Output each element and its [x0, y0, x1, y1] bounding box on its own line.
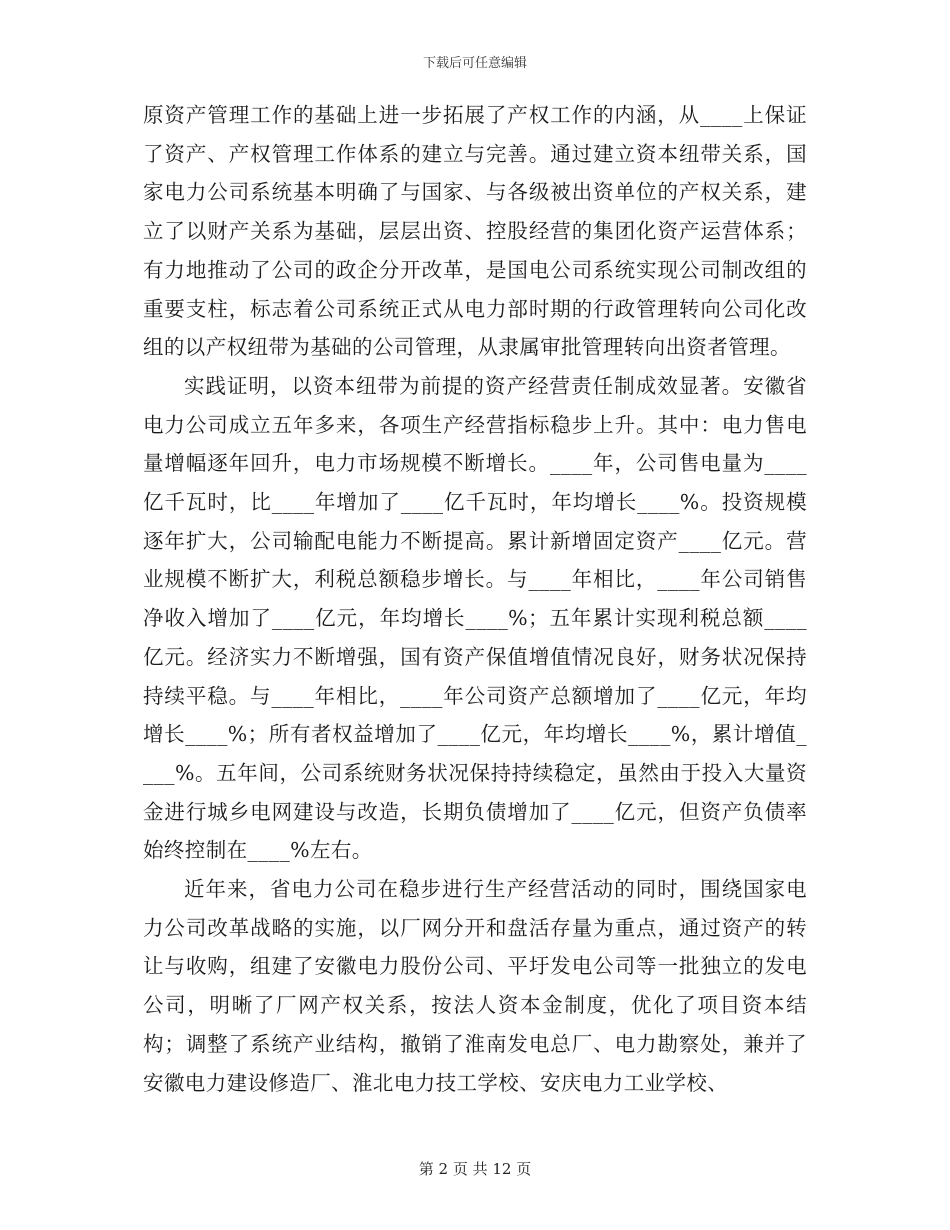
- document-body: [143, 96, 807, 1102]
- paragraph-2: 实践证明，以资本纽带为前提的资产经营责任制成效显著。安徽省电力公司成立五年多来，各项生产经营指标稳步上升。其中：电力售电量增幅逐年回升，电力市场规模不断增长。____年，公司售电量为____亿千瓦时，比____年增加了____亿千瓦时，年均增长____%。投资规模逐年扩大，公司输配电能力不断提高。累计新增固定资产____亿元。营业规模不断扩大，利税总额稳步增长。与____年相比，____年公司销售净收入增加了____亿元，年均增长____%；五年累计实现利税总额____亿元。经济实力不断增强，国有资产保值增值情况良好，财务状况保持持续平稳。与____年相比，____年公司资产总额增加了____亿元，年均增长____%；所有者权益增加了____亿元，年均增长____%，累计增值____%。五年间，公司系统财务状况保持持续稳定，虽然由于投入大量资金进行城乡电网建设与改造，长期负债增加了____亿元，但资产负债率始终控制在____%左右。: [143, 373, 807, 863]
- paragraph-1: 原资产管理工作的基础上进一步拓展了产权工作的内涵，从____上保证了资产、产权管理工作体系的建立与完善。通过建立资本纽带关系，国家电力公司系统基本明确了与国家、与各级被出资单位的产权关系，建立了以财产关系为基础，层层出资、控股经营的集团化资产运营体系；有力地推动了公司的政企分开改革，是国电公司系统实现公司制改组的重要支柱，标志着公司系统正式从电力部时期的行政管理转向公司化改组的以产权纽带为基础的公司管理，从隶属审批管理转向出资者管理。: [143, 103, 807, 360]
- page-footer: 第 2 页 共 12 页: [418, 1160, 532, 1178]
- page-header: 下载后可任意编辑: [422, 56, 527, 71]
- paragraph-3: 近年来，省电力公司在稳步进行生产经营活动的同时，围绕国家电力公司改革战略的实施，以厂网分开和盘活存量为重点，通过资产的转让与收购，组建了安徽电力股份公司、平圩发电公司等一批独立的发电公司，明晰了厂网产权关系，按法人资本金制度，优化了项目资本结构；调整了系统产业结构，撤销了淮南发电总厂、电力勘察处，兼并了安徽电力建设修造厂、淮北电力技工学校、安庆电力工业学校、: [143, 877, 807, 1095]
